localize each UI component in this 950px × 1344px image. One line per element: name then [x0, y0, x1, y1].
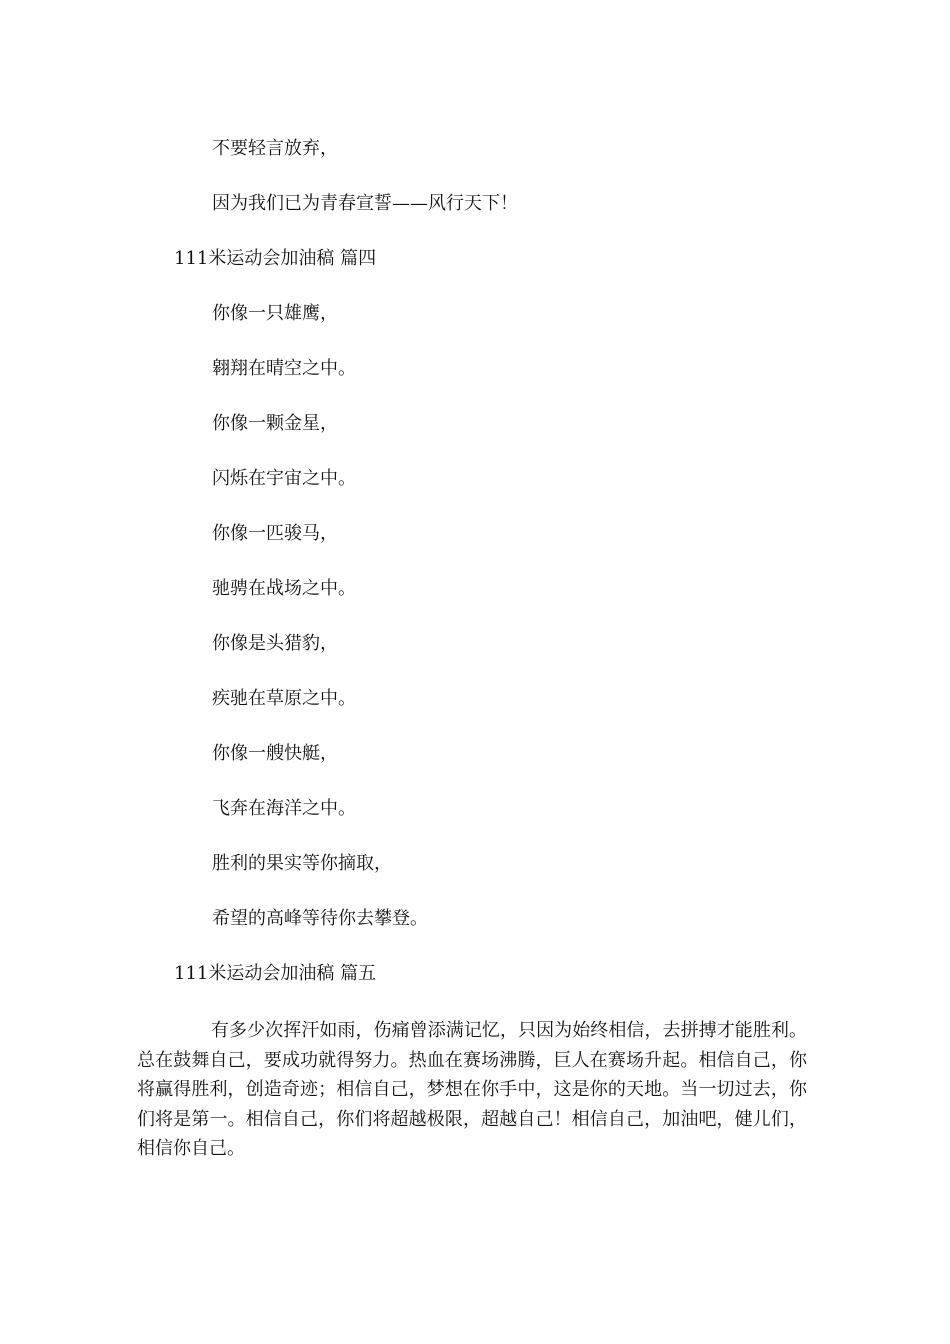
section-heading-four: 111米运动会加油稿 篇四	[174, 248, 377, 269]
poem-line: 闪烁在宇宙之中。	[212, 468, 356, 489]
body-paragraph: 有多少次挥汗如雨，伤痛曾添满记忆，只因为始终相信，去拼搏才能胜利。总在鼓舞自己，要成功就得努力。热血在赛场沸腾，巨人在赛场升起。相信自己，你将赢得胜利，创造奇迹；相信自己，梦想在你手中，这是你的天地。当一切过去，你们将是第一。相信自己，你们将超越极限，超越自己！相信自己，加油吧，健儿们，相信你自己。	[137, 1020, 807, 1159]
poem-line: 因为我们已为青春宣誓——风行天下！	[212, 193, 518, 214]
poem-line: 你像一艘快艇，	[212, 743, 338, 764]
section-heading-five: 111米运动会加油稿 篇五	[174, 963, 377, 984]
poem-line: 希望的高峰等待你去攀登。	[212, 908, 428, 929]
poem-line: 驰骋在战场之中。	[212, 578, 356, 599]
poem-line: 你像是头猎豹，	[212, 633, 338, 654]
poem-line: 翱翔在晴空之中。	[212, 358, 356, 379]
poem-line: 你像一只雄鹰，	[212, 303, 338, 324]
poem-line: 你像一颗金星，	[212, 413, 338, 434]
poem-line: 胜利的果实等你摘取，	[212, 853, 392, 874]
poem-line: 你像一匹骏马，	[212, 523, 338, 544]
poem-line: 疾驰在草原之中。	[212, 688, 356, 709]
poem-line: 飞奔在海洋之中。	[212, 798, 356, 819]
poem-line: 不要轻言放弃，	[212, 138, 338, 159]
